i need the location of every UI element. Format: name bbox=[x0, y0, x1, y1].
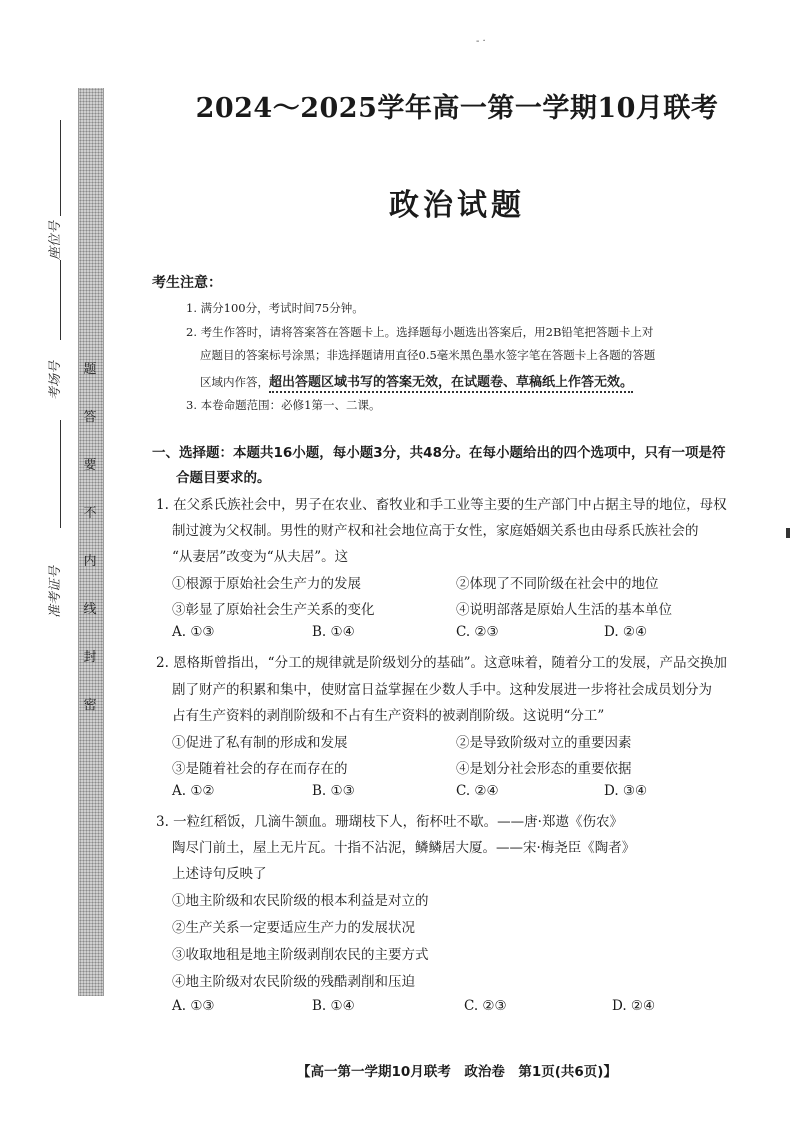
q1-statement-3: ③彰显了原始社会生产关系的变化 bbox=[172, 602, 375, 618]
section-heading-line-1: 一、选择题：本题共16小题，每小题3分，共48分。在每小题给出的四个选项中，只有一项是符 bbox=[152, 445, 726, 461]
q3-option-d: D. ②④ bbox=[612, 998, 656, 1014]
q2-stem-line-1: 2. 恩格斯曾指出，“分工的规律就是阶级划分的基础”。这意味着，随着分工的发展，产品交换加 bbox=[156, 655, 727, 671]
seat-number-line bbox=[60, 120, 61, 216]
q2-option-d: D. ③④ bbox=[604, 783, 648, 799]
q2-statement-4: ④是划分社会形态的重要依据 bbox=[456, 761, 632, 777]
q2-statement-3: ③是随着社会的存在而存在的 bbox=[172, 761, 348, 777]
q1-option-c: C. ②③ bbox=[456, 624, 499, 640]
seal-char: 要 bbox=[83, 458, 97, 473]
q3-option-a: A. ①③ bbox=[172, 998, 215, 1014]
seal-char: 线 bbox=[83, 602, 97, 617]
notice-title: 考生注意： bbox=[152, 275, 222, 291]
page-footer: 【高一第一学期10月联考 政治卷 第1页(共6页)】 bbox=[297, 1064, 617, 1080]
notice-item-3: 3. 本卷命题范围：必修1第一、二课。 bbox=[186, 398, 381, 412]
q1-option-b: B. ①④ bbox=[312, 624, 355, 640]
q3-statement-3: ③收取地租是地主阶级剥削农民的主要方式 bbox=[172, 947, 429, 963]
q3-option-b: B. ①④ bbox=[312, 998, 355, 1014]
seal-char: 不 bbox=[83, 506, 97, 521]
q2-stem-line-2: 剧了财产的积累和集中，使财富日益掌握在少数人手中。这种发展进一步将社会成员划分为 bbox=[172, 682, 712, 698]
notice-emphasis: 超出答题区域书写的答案无效，在试题卷、草稿纸上作答无效。 bbox=[269, 375, 633, 393]
q2-option-c: C. ②④ bbox=[456, 783, 499, 799]
paper-title: 2024～2025学年高一第一学期10月联考 bbox=[195, 93, 719, 124]
seal-char: 内 bbox=[83, 554, 97, 569]
room-number-line bbox=[60, 260, 61, 340]
exam-id-label: 准考证号 bbox=[48, 565, 63, 618]
q1-statement-4: ④说明部落是原始人生活的基本单位 bbox=[456, 602, 672, 618]
q2-statement-2: ②是导致阶级对立的重要因素 bbox=[456, 735, 632, 751]
room-number-label: 考场号 bbox=[48, 360, 63, 400]
q3-stem-line-1: 3. 一粒红稻饭，几滴牛颔血。珊瑚枝下人，衔杯吐不歇。——唐·郑遨《伤农》 bbox=[156, 814, 623, 830]
q3-statement-4: ④地主阶级对农民阶级的残酷剥削和压迫 bbox=[172, 974, 415, 990]
seal-char: 答 bbox=[83, 410, 97, 425]
scan-mark-top: - · bbox=[476, 36, 486, 47]
q1-stem-line-1: 1. 在父系氏族社会中，男子在农业、畜牧业和手工业等主要的生产部门中占据主导的地位，母权 bbox=[156, 497, 727, 513]
scan-mark-right bbox=[786, 528, 790, 538]
q3-statement-2: ②生产关系一定要适应生产力的发展状况 bbox=[172, 920, 415, 936]
binding-strip bbox=[78, 88, 104, 996]
q1-statement-2: ②体现了不同阶级在社会中的地位 bbox=[456, 576, 659, 592]
notice-item-1: 1. 满分100分，考试时间75分钟。 bbox=[186, 301, 364, 315]
section-heading-line-2: 合题目要求的。 bbox=[176, 470, 271, 486]
seal-char: 密 bbox=[83, 698, 97, 713]
q1-statement-1: ①根源于原始社会生产力的发展 bbox=[172, 576, 361, 592]
q3-statement-1: ①地主阶级和农民阶级的根本利益是对立的 bbox=[172, 893, 429, 909]
q3-option-c: C. ②③ bbox=[464, 998, 507, 1014]
q1-option-a: A. ①③ bbox=[172, 624, 215, 640]
notice-item-2-line-3 bbox=[200, 371, 633, 390]
seal-char: 封 bbox=[83, 650, 97, 665]
q2-option-b: B. ①③ bbox=[312, 783, 355, 799]
paper-subtitle: 政治试题 bbox=[389, 188, 525, 223]
q2-stem-line-3: 占有生产资料的剥削阶级和不占有生产资料的被剥削阶级。这说明“分工” bbox=[172, 708, 605, 724]
notice-item-2-line-1: 2. 考生作答时，请将答案答在答题卡上。选择题每小题选出答案后，用2B铅笔把答题卡上对 bbox=[186, 325, 654, 339]
q3-stem-line-3: 上述诗句反映了 bbox=[172, 866, 267, 882]
q2-statement-1: ①促进了私有制的形成和发展 bbox=[172, 735, 348, 751]
q2-option-a: A. ①② bbox=[172, 783, 215, 799]
notice-item-2-line-3-plain: 区域内作答， bbox=[200, 375, 269, 389]
q3-stem-line-2: 陶尽门前土，屋上无片瓦。十指不沾泥，鳞鳞居大厦。——宋·梅尧臣《陶者》 bbox=[172, 840, 636, 856]
seal-char: 题 bbox=[83, 362, 97, 377]
q1-option-d: D. ②④ bbox=[604, 624, 648, 640]
q1-stem-line-2: 制过渡为父权制。男性的财产权和社会地位高于女性，家庭婚姻关系也由母系氏族社会的 bbox=[172, 523, 699, 539]
q1-stem-line-3: “从妻居”改变为“从夫居”。这 bbox=[172, 549, 349, 565]
notice-item-2-line-2: 应题目的答案标号涂黑；非选择题请用直径0.5毫米黑色墨水签字笔在答题卡上各题的答题 bbox=[200, 348, 656, 362]
seat-number-label: 座位号 bbox=[48, 220, 63, 260]
exam-id-line bbox=[60, 420, 61, 528]
